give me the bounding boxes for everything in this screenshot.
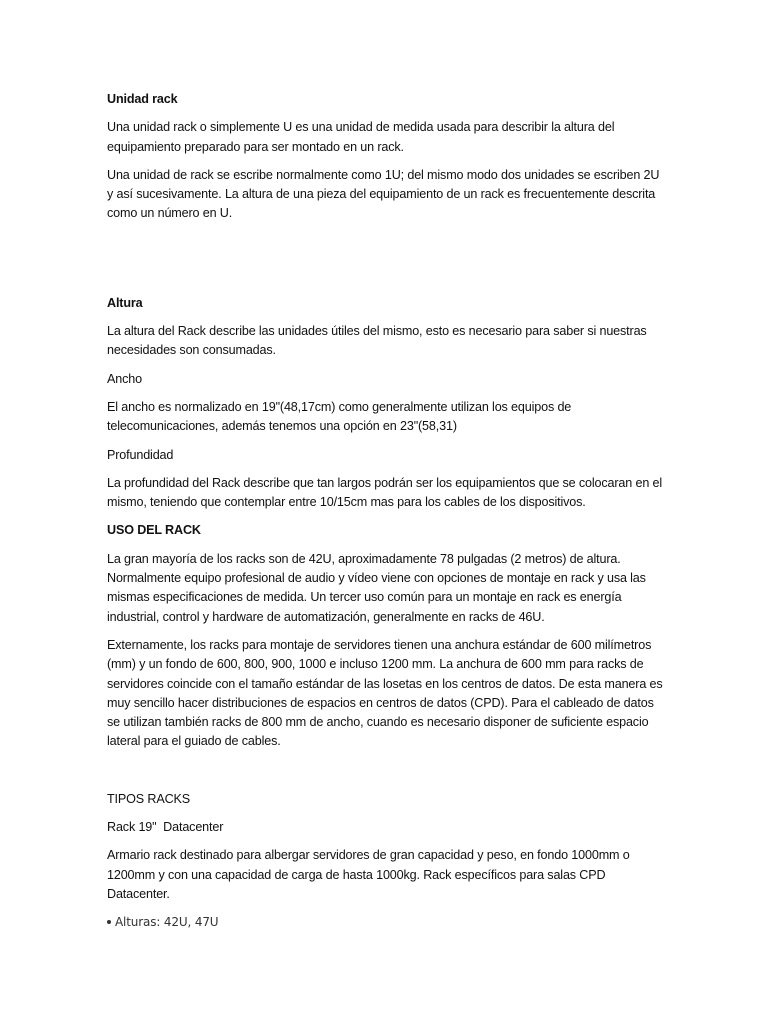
- paragraph-uso-racks-42u: La gran mayoría de los racks son de 42U, aproximadamente 78 pulgadas (2 metros) de altura. Normalmente equipo profesional de audio y vídeo viene con opciones de montaje en rack y usa las mismas especificaciones de medida. Un tercer uso común para un montaje en rack es energía industrial, control y hardware de automatización, generalmente en racks de 46U.: [107, 551, 646, 624]
- heading-profundidad: Profundidad: [107, 447, 174, 462]
- heading-tipos-racks: TIPOS RACKS: [107, 791, 191, 806]
- bullet-text-alturas: Alturas: 42U, 47U: [115, 915, 219, 930]
- document-body: [107, 90, 663, 933]
- paragraph-altura: La altura del Rack describe las unidades útiles del mismo, esto es necesario para saber si nuestras necesidades son consumadas.: [107, 324, 647, 358]
- spacer: [107, 761, 663, 790]
- heading-ancho: Ancho: [107, 371, 142, 386]
- heading-uso-del-rack: USO DEL RACK: [107, 523, 201, 538]
- heading-rack-19-datacenter: Rack 19" Datacenter: [107, 820, 224, 835]
- paragraph-unidad-rack-definition: Una unidad rack o simplemente U es una unidad de medida usada para describir la altura del equipamiento preparado para ser montado en un rack.: [107, 120, 615, 154]
- spacer: [107, 233, 663, 294]
- paragraph-unidad-rack-notation: Una unidad de rack se escribe normalmente como 1U; del mismo modo dos unidades se escriben 2U y así sucesivamente. La altura de una pieza del equipamiento de un rack es frecuentemente descrita como un número en U.: [107, 167, 660, 221]
- list-item: [107, 913, 663, 932]
- bullet-icon: [107, 920, 111, 924]
- heading-unidad-rack: Unidad rack: [107, 92, 178, 106]
- paragraph-ancho: El ancho es normalizado en 19"(48,17cm) como generalmente utilizan los equipos de telecomunicaciones, además tenemos una opción en 23"(58,31): [107, 399, 572, 434]
- paragraph-rack-datacenter: Armario rack destinado para albergar servidores de gran capacidad y peso, en fondo 1000mm o 1200mm y con una capacidad de carga de hasta 1000kg. Rack específicos para salas CPD Datacenter.: [107, 848, 630, 901]
- paragraph-uso-dimensiones: Externamente, los racks para montaje de servidores tienen una anchura estándar de 600 milímetros (mm) y un fondo de 600, 800, 900, 1000 e incluso 1200 mm. La anchura de 600 mm para racks de servidores coincide con el tamaño estándar de las losetas en los centros de datos. De esta manera es muy sencillo hacer distribuciones de espacios en centros de datos (CPD). Para el cableado de datos se utilizan también racks de 800 mm de ancho, cuando es necesario disponer de suficiente espacio lateral para el guiado de cables.: [107, 637, 663, 749]
- paragraph-profundidad: La profundidad del Rack describe que tan largos podrán ser los equipamientos que se colocaran en el mismo, teniendo que contemplar entre 10/15cm mas para los cables de los dispositivos.: [107, 475, 663, 510]
- heading-altura: Altura: [107, 295, 143, 310]
